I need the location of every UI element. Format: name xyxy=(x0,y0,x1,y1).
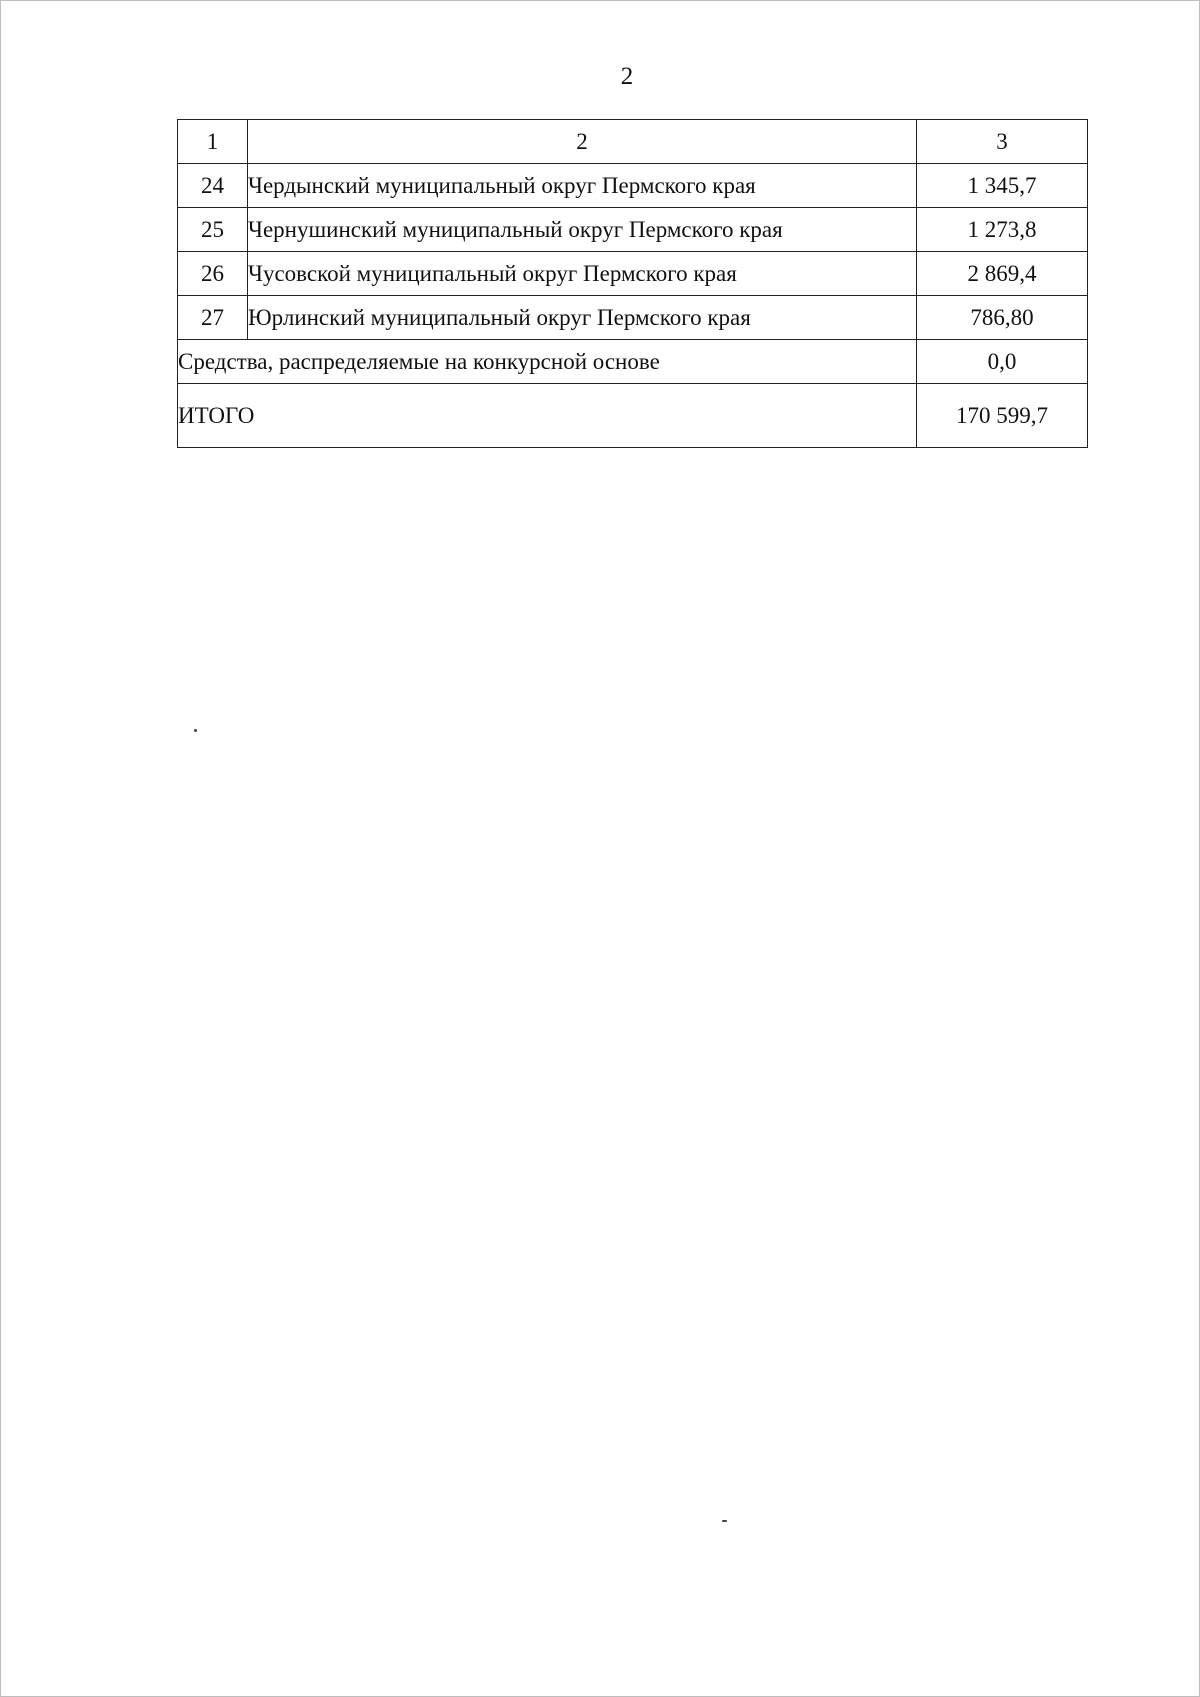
row-number: 27 xyxy=(178,296,248,340)
amount-value: 1 345,7 xyxy=(917,164,1088,208)
row-number: 24 xyxy=(178,164,248,208)
row-number: 25 xyxy=(178,208,248,252)
header-cell-1: 1 xyxy=(178,120,248,164)
table-row xyxy=(178,252,1088,296)
scan-speck xyxy=(194,729,197,732)
scan-speck xyxy=(722,1520,727,1522)
competitive-funds-value: 0,0 xyxy=(917,340,1088,384)
table-row xyxy=(178,164,1088,208)
municipality-name: Юрлинский муниципальный округ Пермского края xyxy=(248,296,917,340)
competitive-funds-row xyxy=(178,340,1088,384)
total-value: 170 599,7 xyxy=(917,384,1088,448)
amount-value: 2 869,4 xyxy=(917,252,1088,296)
header-cell-3: 3 xyxy=(917,120,1088,164)
page-number: 2 xyxy=(620,63,634,90)
header-cell-2: 2 xyxy=(248,120,917,164)
total-row xyxy=(178,384,1088,448)
amount-value: 1 273,8 xyxy=(917,208,1088,252)
total-label: ИТОГО xyxy=(178,384,917,448)
municipality-name: Чусовской муниципальный округ Пермского края xyxy=(248,252,917,296)
municipality-name: Чернушинский муниципальный округ Пермского края xyxy=(248,208,917,252)
amount-value: 786,80 xyxy=(917,296,1088,340)
row-number: 26 xyxy=(178,252,248,296)
table-row xyxy=(178,208,1088,252)
competitive-funds-label: Средства, распределяемые на конкурсной основе xyxy=(178,340,917,384)
table-header-row xyxy=(178,120,1088,164)
table-row xyxy=(178,296,1088,340)
municipality-name: Чердынский муниципальный округ Пермского края xyxy=(248,164,917,208)
allocation-table xyxy=(177,119,1088,448)
